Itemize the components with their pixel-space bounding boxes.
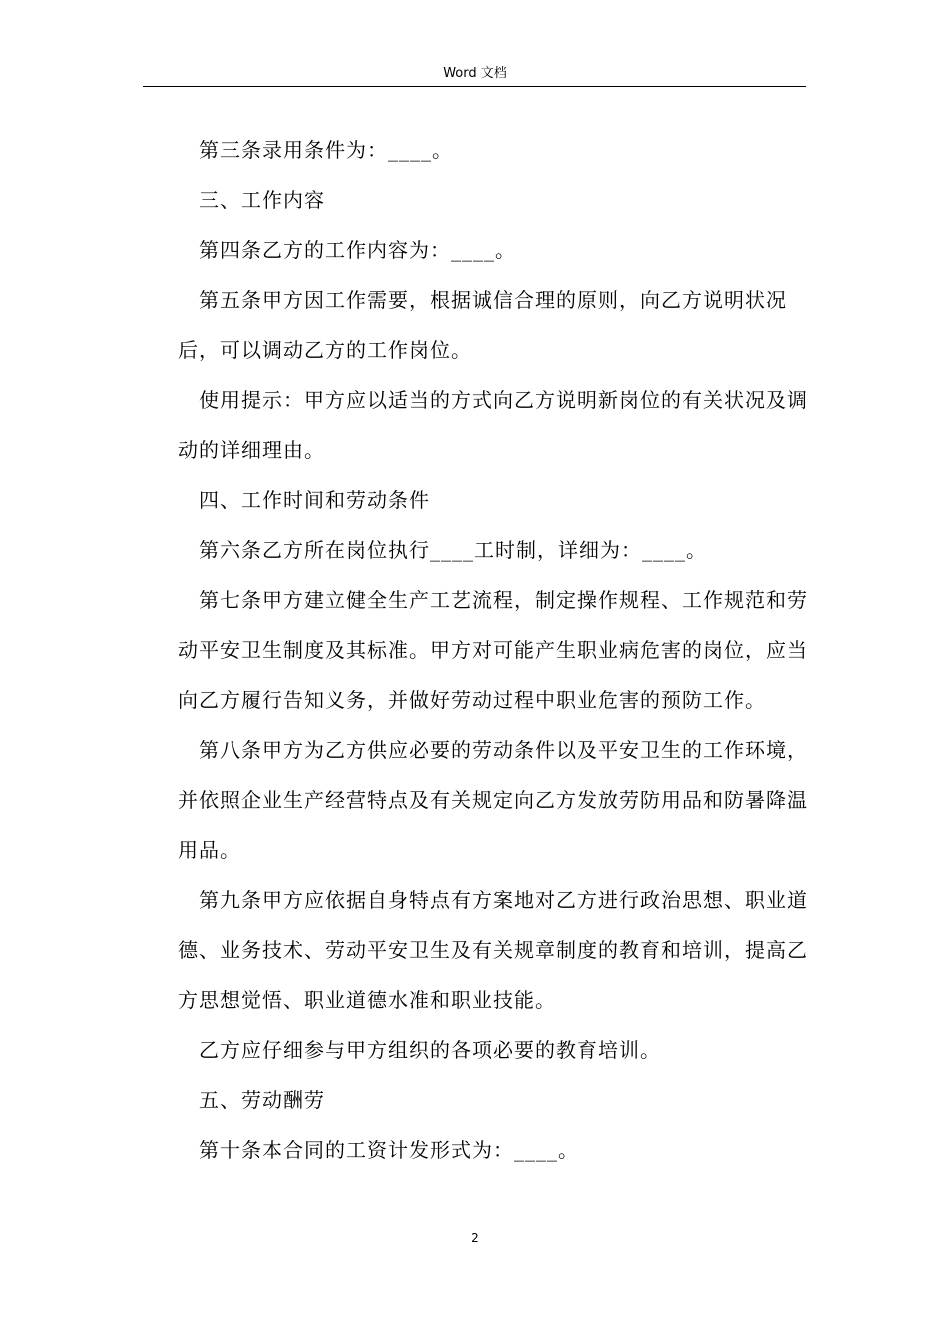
paragraph: 乙方应仔细参与甲方组织的各项必要的教育培训。	[199, 1038, 661, 1062]
paragraph: 第八条甲方为乙方供应必要的劳动条件以及平安卫生的工作环境，并依照企业生产经营特点及有关规定向乙方发放劳防用品和防暑降温用品。	[178, 738, 808, 862]
section-heading: 三、工作内容	[199, 188, 325, 212]
paragraph: 第四条乙方的工作内容为：____。	[199, 238, 516, 262]
paragraph: 第三条录用条件为：____。	[199, 138, 453, 162]
paragraph: 第六条乙方所在岗位执行____工时制，详细为：____。	[199, 538, 707, 562]
paragraph: 第十条本合同的工资计发形式为：____。	[199, 1138, 579, 1162]
paragraph: 第五条甲方因工作需要，根据诚信合理的原则，向乙方说明状况后，可以调动乙方的工作岗位。	[178, 288, 787, 362]
document-body	[178, 125, 808, 1175]
paragraph: 第七条甲方建立健全生产工艺流程，制定操作规程、工作规范和劳动平安卫生制度及其标准。甲方对可能产生职业病危害的岗位，应当向乙方履行告知义务，并做好劳动过程中职业危害的预防工作。	[178, 588, 808, 712]
section-heading: 五、劳动酬劳	[199, 1088, 325, 1112]
section-heading: 四、工作时间和劳动条件	[199, 488, 430, 512]
page-header: Word 文档	[443, 66, 507, 81]
paragraph: 使用提示：甲方应以适当的方式向乙方说明新岗位的有关状况及调动的详细理由。	[178, 388, 808, 462]
page-number: 2	[471, 1231, 479, 1245]
paragraph: 第九条甲方应依据自身特点有方案地对乙方进行政治思想、职业道德、业务技术、劳动平安卫生及有关规章制度的教育和培训，提高乙方思想觉悟、职业道德水准和职业技能。	[178, 888, 808, 1012]
header-divider	[143, 86, 806, 87]
